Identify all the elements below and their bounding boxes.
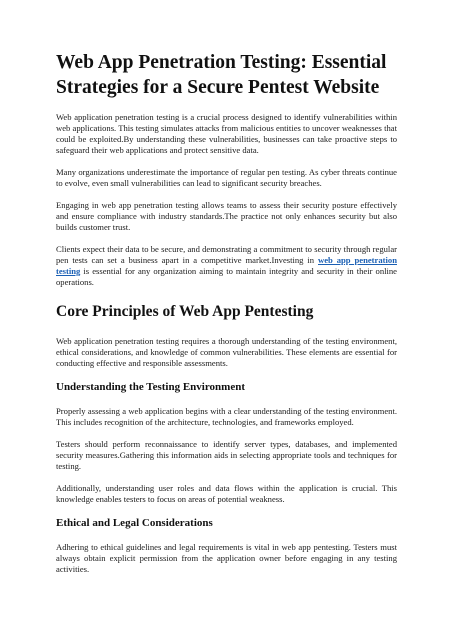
web-app-pentest-link[interactable]: web app penetration testing: [56, 255, 397, 276]
intro-paragraph-1: Web application penetration testing is a crucial process designed to identify vulnerabilities within web applications. This testing simulates attacks from malicious entities to uncover weaknesses that could be exploited.By understanding these vulnerabilities, businesses can take proactive steps to safeguard their web applications and protect sensitive data.: [56, 112, 397, 155]
testing-environment-paragraph-2: Testers should perform reconnaissance to identify server types, databases, and implemented security measures.Gathering this information aids in selecting appropriate tools and techniques for testing.: [56, 439, 397, 471]
intro-paragraph-4: [56, 244, 397, 288]
link-paragraph-before: Clients expect their data to be secure, and demonstrating a commitment to security through regular pen tests can set a business apart in a competitive market.Investing in: [56, 244, 397, 265]
ethical-legal-paragraph: Adhering to ethical guidelines and legal requirements is vital in web app pentesting. Testers must always obtain explicit permission from the application owner before engaging in any testing activities.: [56, 542, 397, 574]
core-principles-heading: Core Principles of Web App Pentesting: [56, 303, 314, 320]
ethical-legal-heading: Ethical and Legal Considerations: [56, 517, 213, 529]
testing-environment-paragraph-1: Properly assessing a web application begins with a clear understanding of the testing environment. This includes recognition of the architecture, technologies, and frameworks employed.: [56, 406, 397, 427]
core-principles-paragraph: Web application penetration testing requires a thorough understanding of the testing environment, ethical considerations, and knowledge of common vulnerabilities. These elements are essential for conducting effective and responsible assessments.: [56, 336, 397, 368]
intro-paragraph-2: Many organizations underestimate the importance of regular pen testing. As cyber threats continue to evolve, even small vulnerabilities can lead to significant security breaches.: [56, 167, 397, 188]
testing-environment-heading: Understanding the Testing Environment: [56, 381, 245, 393]
link-paragraph-after: is essential for any organization aiming to maintain integrity and security in their online operations.: [56, 266, 397, 287]
testing-environment-paragraph-3: Additionally, understanding user roles and data flows within the application is crucial. This knowledge enables testers to focus on areas of potential weakness.: [56, 483, 397, 504]
intro-paragraph-3: Engaging in web app penetration testing allows teams to assess their security posture effectively and ensure compliance with industry standards.The practice not only enhances security but also builds customer trust.: [56, 200, 397, 232]
document-title: Web App Penetration Testing: Essential Strategies for a Secure Pentest Website: [56, 52, 387, 98]
